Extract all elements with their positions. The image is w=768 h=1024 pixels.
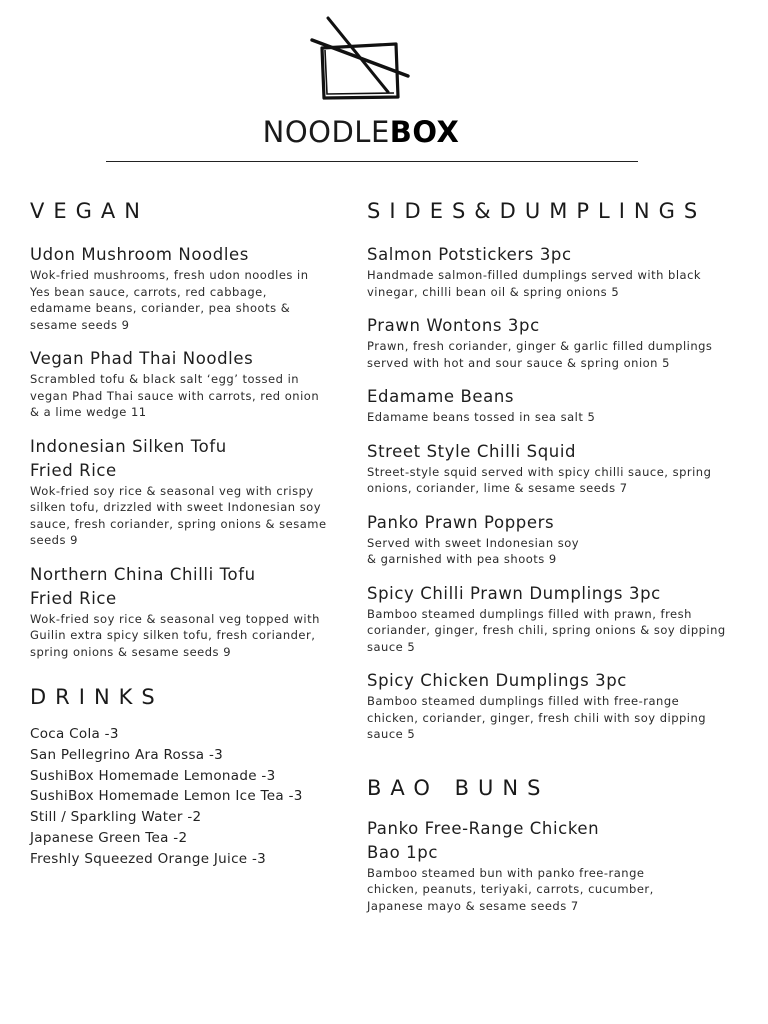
menu-item: [367, 243, 747, 300]
drink-item: Japanese Green Tea -2: [30, 829, 188, 846]
menu-item-name: Udon Mushroom Noodles: [30, 245, 249, 264]
vegan-list: [30, 243, 340, 660]
menu-item-name: Spicy Chicken Dumplings 3pc: [367, 671, 627, 690]
menu-item: [30, 435, 340, 549]
sides-list: [367, 243, 747, 743]
menu-item-description: Wok-fried mushrooms, fresh udon noodles in Yes bean sauce, carrots, red cabbage, edamame beans, coriander, pea shoots & sesame seeds 9: [30, 268, 309, 332]
section-title-sides: SIDES&DUMPLINGS: [367, 199, 707, 223]
drinks-section: [30, 682, 340, 870]
right-column: [367, 196, 747, 928]
menu-item-description: Served with sweet Indonesian soy & garnished with pea shoots 9: [367, 535, 580, 566]
menu-item: [30, 563, 340, 661]
menu-item-name: Indonesian Silken Tofu Fried Rice: [30, 436, 227, 480]
menu-item-description: Street-style squid served with spicy chilli sauce, spring onions, coriander, lime & sesame seeds 7: [367, 464, 712, 495]
menu-item-description: Edamame beans tossed in sea salt 5: [367, 410, 596, 424]
brand-wordmark: [0, 115, 722, 149]
sides-section: [367, 196, 747, 743]
drink-item: SushiBox Homemade Lemon Ice Tea -3: [30, 788, 303, 805]
chopsticks-box-icon: [308, 14, 412, 102]
menu-item-description: Bamboo steamed bun with panko free-range chicken, peanuts, teriyaki, carrots, cucumber, Japanese mayo & sesame seeds 7: [367, 865, 654, 913]
drinks-list: [30, 724, 340, 870]
menu-item-name: Salmon Potstickers 3pc: [367, 245, 572, 264]
menu-item-description: Bamboo steamed dumplings filled with free-range chicken, coriander, ginger, fresh chili with soy dipping sauce 5: [367, 694, 707, 741]
menu-item: [367, 314, 747, 371]
menu-item: [367, 440, 747, 497]
menu-item-name: Prawn Wontons 3pc: [367, 316, 540, 335]
section-title-drinks: DRINKS: [30, 685, 164, 709]
menu-item-description: Wok-fried soy rice & seasonal veg with crispy silken tofu, drizzled with sweet Indonesian soy sauce, fresh coriander, spring onions & sesame seeds 9: [30, 483, 327, 547]
menu-item-name: Northern China Chilli Tofu Fried Rice: [30, 564, 256, 608]
bao-section: [367, 773, 747, 915]
menu-item: [367, 817, 747, 915]
menu-item-description: Handmade salmon-filled dumplings served with black vinegar, chilli bean oil & spring onions 5: [367, 268, 702, 299]
drink-item: Still / Sparkling Water -2: [30, 809, 202, 826]
menu-header: [0, 0, 768, 170]
header-divider: [106, 161, 638, 162]
menu-item: [367, 385, 747, 426]
menu-item-name: Panko Prawn Poppers: [367, 512, 555, 532]
menu-item: [367, 511, 747, 568]
menu-item: [367, 582, 747, 656]
menu-item-description: Scrambled tofu & black salt ‘egg’ tossed in vegan Phad Thai sauce with carrots, red onion & a lime wedge 11: [30, 372, 320, 419]
menu-item: [30, 243, 340, 333]
drink-item: San Pellegrino Ara Rossa -3: [30, 746, 224, 763]
drink-item: Coca Cola -3: [30, 726, 119, 742]
menu-item-name: Spicy Chilli Prawn Dumplings 3pc: [367, 583, 661, 603]
drink-item: Freshly Squeezed Orange Juice -3: [30, 850, 267, 867]
menu-item: [367, 669, 747, 743]
menu-item-name: Vegan Phad Thai Noodles: [30, 349, 254, 368]
bao-list: [367, 817, 747, 915]
vegan-section: [30, 196, 340, 660]
section-title-vegan: VEGAN: [30, 199, 149, 223]
drink-item: SushiBox Homemade Lemonade -3: [30, 767, 276, 784]
menu-item-description: Bamboo steamed dumplings filled with prawn, fresh coriander, ginger, fresh chili, spring onions & soy dipping sauce 5: [367, 606, 726, 654]
brand-wordmark-bold: BOX: [389, 115, 460, 149]
menu-item-name: Street Style Chilli Squid: [367, 441, 577, 461]
section-title-bao: BAO BUNS: [367, 775, 550, 800]
menu-item-description: Wok-fried soy rice & seasonal veg topped with Guilin extra spicy silken tofu, fresh coriander, spring onions & sesame seeds 9: [30, 611, 320, 659]
menu-item-description: Prawn, fresh coriander, ginger & garlic filled dumplings served with hot and sour sauce & spring onion 5: [367, 339, 713, 370]
brand-wordmark-light: NOODLE: [262, 115, 390, 149]
menu-item-name: Edamame Beans: [367, 387, 515, 406]
left-column: [30, 196, 340, 870]
menu-item-name: Panko Free-Range Chicken Bao 1pc: [367, 818, 600, 862]
menu-item: [30, 347, 340, 421]
